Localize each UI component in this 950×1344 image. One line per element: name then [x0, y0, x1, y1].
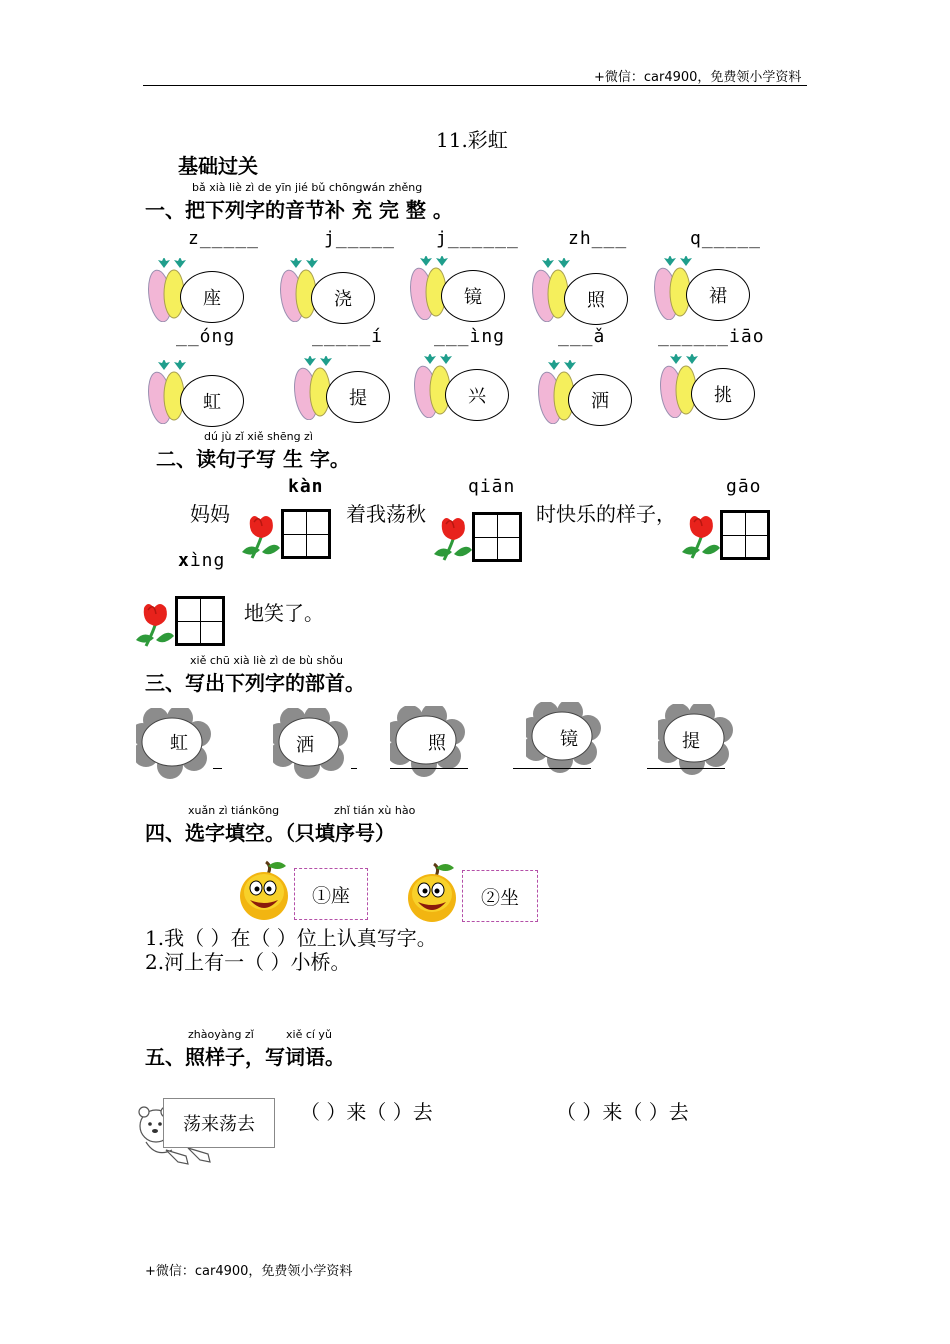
- section4-pinyin-2: zhǐ tián xù hào: [334, 804, 416, 817]
- section2-pinyin: dú jù zǐ xiě shēng zì: [204, 430, 313, 443]
- header-note: +微信：car4900，免费领小学资料: [594, 70, 802, 85]
- flower-char: 镜: [560, 729, 578, 750]
- tulip-icon: [432, 514, 474, 564]
- s1-r2-py-2: _____í: [312, 326, 384, 347]
- answer-line[interactable]: [351, 768, 357, 769]
- s1-r1-py-1: z_____: [188, 228, 260, 249]
- sentence-part-1: 妈妈: [190, 502, 230, 526]
- pinyin-xing: xìng: [178, 550, 226, 571]
- pinyin-kan: kàn: [288, 476, 324, 497]
- blank-pair-2: （ ）来（ ）去: [556, 1100, 689, 1124]
- section5-pinyin-1: zhàoyàng zǐ: [188, 1028, 254, 1041]
- tulip-icon: [680, 512, 722, 562]
- char-oval: 镜: [441, 270, 505, 322]
- pinyin-gao: gāo: [726, 476, 762, 497]
- section3-heading: 三、写出下列字的部首。: [145, 671, 365, 695]
- question-1: 1.我（ ）在（ ）位上认真写字。: [145, 926, 437, 950]
- tulip-icon: [240, 512, 282, 562]
- write-grid[interactable]: [281, 509, 331, 559]
- answer-line[interactable]: [513, 768, 591, 769]
- s1-r1-py-5: q_____: [690, 228, 762, 249]
- example-word-box: 荡来荡去: [163, 1098, 275, 1148]
- sentence-part-4: 地笑了。: [244, 601, 324, 625]
- s1-r2-py-3: ___ìng: [434, 326, 506, 347]
- char-oval: 照: [564, 273, 628, 325]
- char-oval: 挑: [691, 368, 755, 420]
- pear-icon: [236, 858, 292, 922]
- answer-line[interactable]: [213, 768, 222, 769]
- subtitle: 基础过关: [178, 154, 258, 178]
- s1-r1-py-3: j______: [436, 228, 519, 249]
- page-title: 11.彩虹: [436, 128, 508, 152]
- option-card: ②坐: [462, 870, 538, 922]
- section5-pinyin-2: xiě cí yǔ: [286, 1028, 332, 1041]
- footer-note: +微信：car4900，免费领小学资料: [145, 1264, 353, 1279]
- pinyin-xing-rest: ìng: [189, 550, 226, 571]
- question-2: 2.河上有一（ ）小桥。: [145, 950, 351, 974]
- blank-pair-1: （ ）来（ ）去: [300, 1100, 433, 1124]
- section1-pinyin: bǎ xià liè zì de yīn jié bǔ chōngwán zhěng: [192, 181, 423, 194]
- answer-line[interactable]: [647, 768, 725, 769]
- section1-heading: 一、把下列字的音节补 充 完 整 。: [145, 198, 453, 222]
- sentence-part-3: 时快乐的样子，: [536, 502, 676, 526]
- write-grid[interactable]: [175, 596, 225, 646]
- s1-r2-py-5: ______iāo: [658, 326, 765, 347]
- char-oval: 洒: [568, 374, 632, 426]
- char-oval: 兴: [445, 369, 509, 421]
- section3-pinyin: xiě chū xià liè zì de bù shǒu: [190, 654, 343, 667]
- char-oval: 座: [180, 271, 244, 323]
- flower-char: 洒: [296, 735, 314, 756]
- option-card: ①座: [294, 868, 368, 920]
- section4-pinyin-1: xuǎn zì tiánkōng: [188, 804, 280, 817]
- char-oval: 虹: [180, 375, 244, 427]
- section5-heading: 五、照样子，写词语。: [145, 1045, 345, 1069]
- flower-char: 提: [682, 731, 700, 752]
- section2-heading: 二、读句子写 生 字。: [156, 447, 350, 471]
- section4-heading: 四、选字填空。（只填序号）: [145, 821, 395, 845]
- write-grid[interactable]: [472, 512, 522, 562]
- sentence-part-2: 着我荡秋: [346, 502, 426, 526]
- s1-r2-py-4: ___ǎ: [558, 326, 606, 347]
- header-rule: [143, 85, 807, 86]
- char-oval: 浇: [311, 272, 375, 324]
- s1-r2-py-1: __óng: [176, 326, 236, 347]
- answer-line[interactable]: [390, 768, 468, 769]
- char-oval: 裙: [686, 269, 750, 321]
- s1-r1-py-4: zh___: [568, 228, 628, 249]
- s1-r1-py-2: j_____: [324, 228, 396, 249]
- flower-char: 照: [428, 733, 446, 754]
- tulip-icon: [134, 600, 176, 650]
- char-oval: 提: [326, 371, 390, 423]
- flower-char: 虹: [170, 733, 188, 754]
- pinyin-qian: qiān: [468, 476, 516, 497]
- pear-icon: [404, 860, 460, 924]
- write-grid[interactable]: [720, 510, 770, 560]
